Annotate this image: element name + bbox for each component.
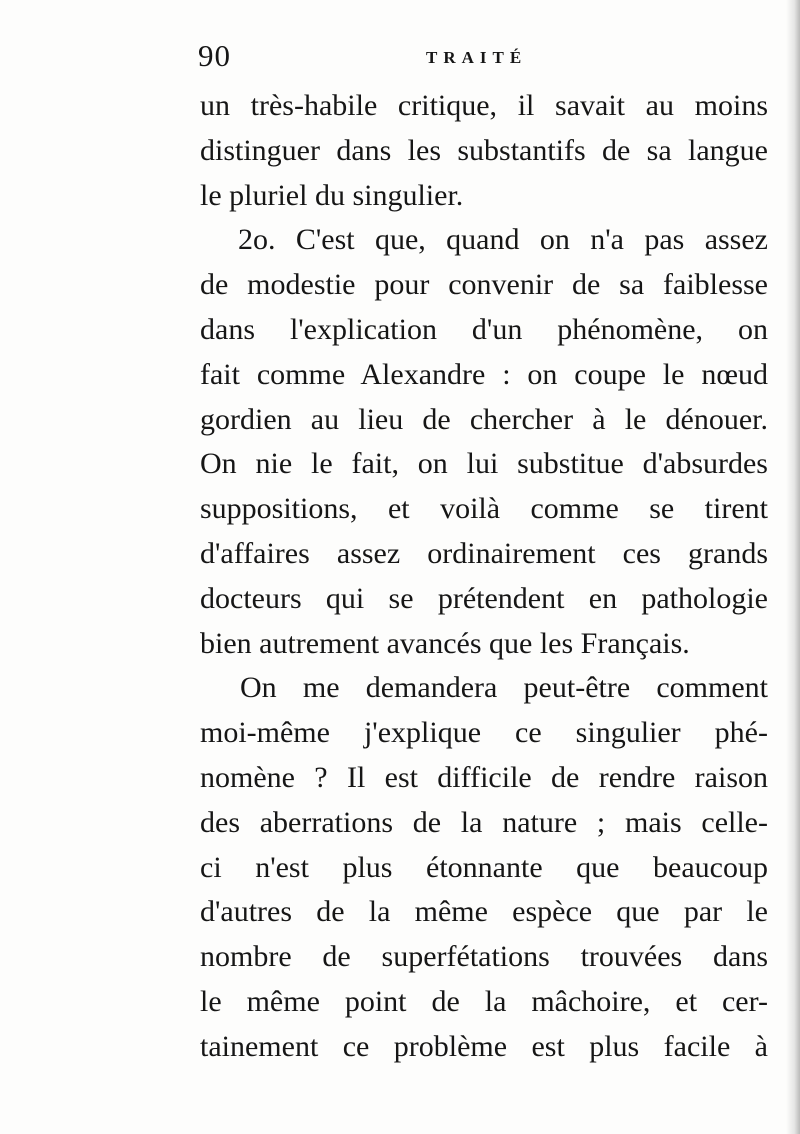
text-line: distinguer dans les substantifs de sa langue xyxy=(200,133,768,167)
text-line: 2o. C'est que, quand on n'a pas assez xyxy=(238,223,768,257)
text-line: nomène ? Il est difficile de rendre raison xyxy=(200,760,768,794)
text-line: On nie le fait, on lui substitue d'absurdes xyxy=(200,447,768,481)
text-line: gordien au lieu de chercher à le dénouer. xyxy=(200,402,768,436)
page-header xyxy=(198,38,768,78)
text-line: un très-habile critique, il savait au moins xyxy=(200,89,768,122)
text-line: d'affaires assez ordinairement ces grands xyxy=(200,536,768,570)
running-title: TRAITÉ xyxy=(426,48,528,67)
page-edge-shadow xyxy=(786,0,800,1134)
text-line: moi-même j'explique ce singulier phé- xyxy=(200,716,768,750)
text-line: On me demandera peut-être comment xyxy=(240,671,768,705)
text-line: docteurs qui se prétendent en pathologie xyxy=(200,581,768,615)
text-line: fait comme Alexandre : on coupe le nœud xyxy=(200,357,768,391)
text-line: ci n'est plus étonnante que beaucoup xyxy=(200,850,768,884)
text-line: le même point de la mâchoire, et cer- xyxy=(200,984,768,1018)
text-line: suppositions, et voilà comme se tirent xyxy=(200,492,768,526)
text-line: nombre de superfétations trouvées dans xyxy=(200,940,768,974)
text-line: le pluriel du singulier. xyxy=(200,178,464,212)
text-line: de modestie pour convenir de sa faiblesse xyxy=(200,268,768,302)
text-line: bien autrement avancés que les Français. xyxy=(200,626,690,660)
text-line: dans l'explication d'un phénomène, on xyxy=(200,312,768,346)
text-line: tainement ce problème est plus facile à xyxy=(200,1029,768,1063)
text-line: d'autres de la même espèce que par le xyxy=(200,895,768,929)
text-line: des aberrations de la nature ; mais celle- xyxy=(200,805,768,839)
page-number: 90 xyxy=(198,38,231,73)
body-text xyxy=(200,84,768,1070)
